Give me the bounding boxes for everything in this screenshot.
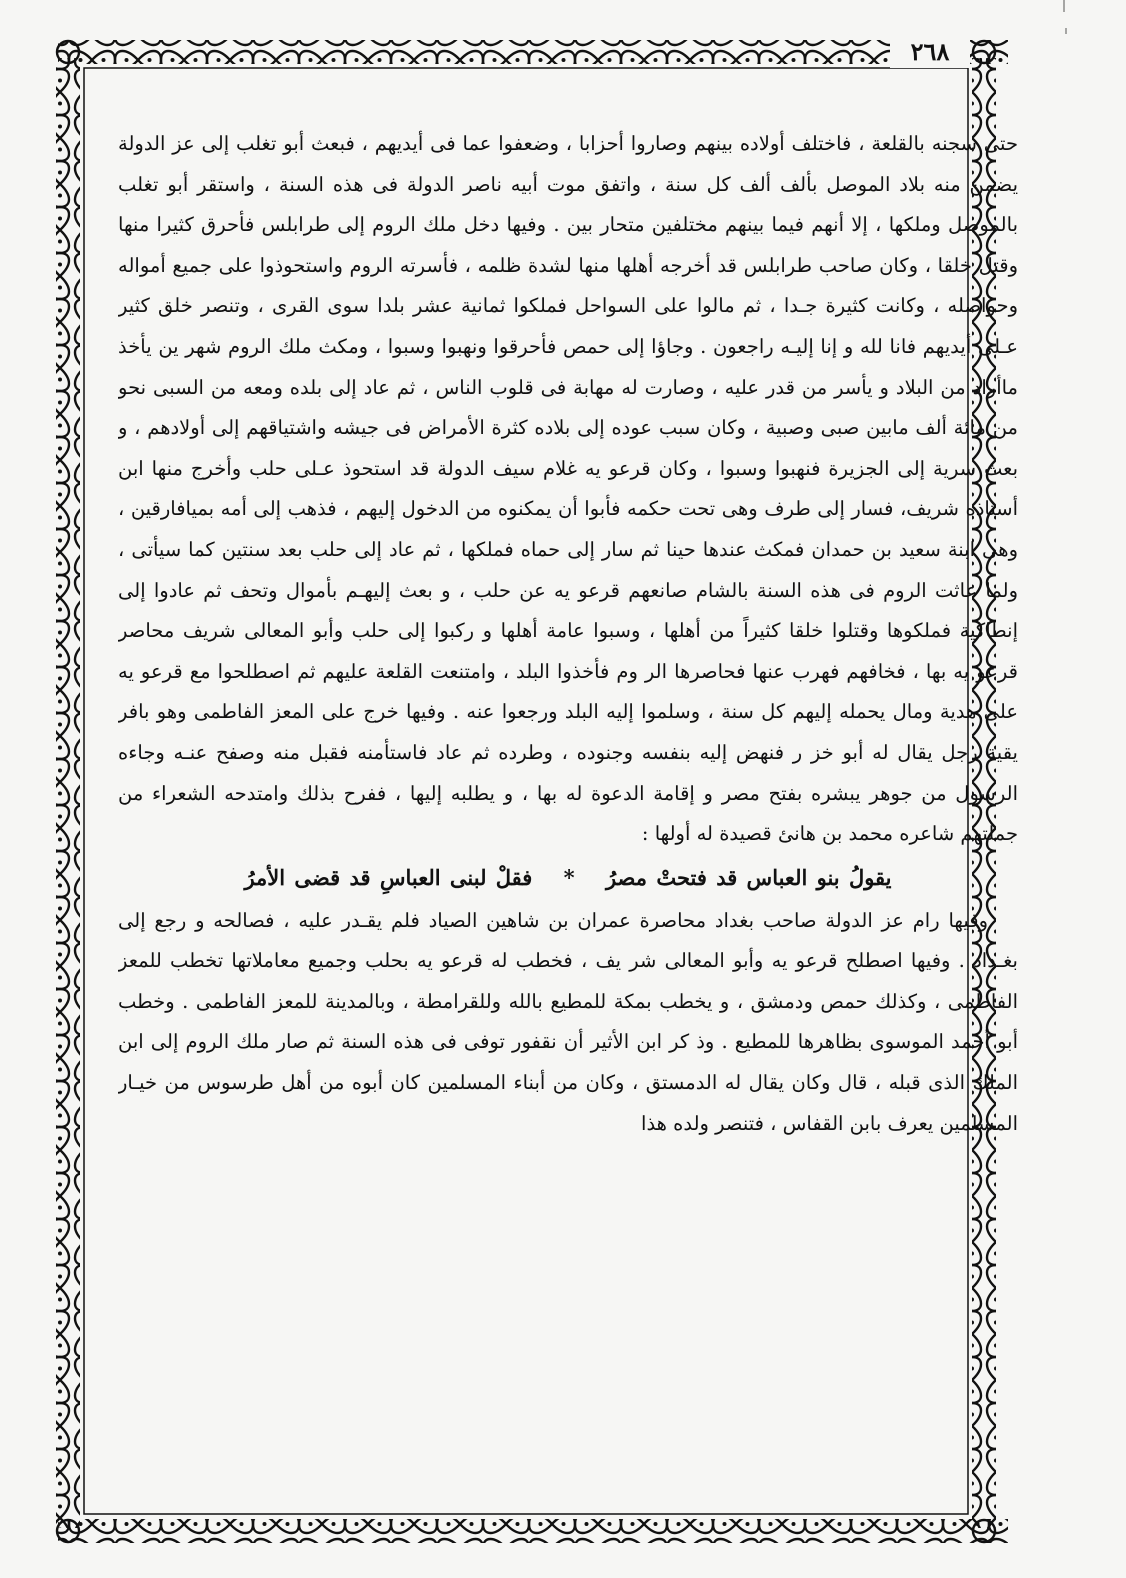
poem-second-hemistich: فقلْ لبنى العباسِ قد قضى الأمرُ [244, 864, 533, 890]
page-number: ٢٦٨ [890, 36, 970, 68]
border-bottom [58, 1519, 1008, 1543]
poem-first-hemistich: يقولُ بنو العباس قد فتحتْ مصرُ [605, 864, 892, 890]
body-paragraph-2: وفيها رام عز الدولة صاحب بغداد محاصرة عمران بن شاهين الصياد فلم يقـدر عليه ، فصالحه و رجع إلى بغـداد . وفيها اصطلح قرعو يه وأبو المعالى شر يف ، فخطب له قرعو يه بحلب وجميع معاملاتها تخطب للمعز الفاطمى ، وكذلك حمص ودمشق ، و يخطب بمكة للمطيع بالله وللقرامطة ، وبالمدينة للمعز الفاطمى . وخطب أبو أحمد الموسوى بظاهرها للمطيع . وذ كر ابن الأثير أن نقفور توفى فى هذه السنة ثم صار ملك الروم إلى ابن الملك الذى قبله ، قال وكان يقال له الدمستق ، وكان من أبناء المسلمين كان أبوه من أهل طرسوس من خيـار المسلمين يعرف بابن القفاس ، فتنصر ولده هذا [118, 908, 1018, 1135]
page-body [118, 124, 1018, 1514]
border-left [56, 58, 80, 1528]
margin-specks [1064, 0, 1066, 34]
border-top [58, 40, 1008, 64]
body-paragraph-1: حتى سجنه بالقلعة ، فاختلف أولاده بينهم وصاروا أحزابا ، وضعفوا عما فى أيديهم ، فبعث أبو تغلب إلى عز الدولة يضمن منه بلاد الموصل بألف ألف كل سنة ، واتفق موت أبيه ناصر الدولة فى هذه السنة ، واستقر أبو تغلب بالموصل وملكها ، إلا أنهم فيما بينهم مختلفين متحار بين . وفيها دخل ملك الروم إلى طرابلس فأحرق كثيرا منها وقتل خلقا ، وكان صاحب طرابلس قد أخرجه أهلها منها لشدة ظلمه ، فأسرته الروم واستحوذوا على جميع أمواله وحواصله ، وكانت كثيرة جـدا ، ثم مالوا على السواحل فملكوا ثمانية عشر بلدا سوى القرى ، وتنصر خلق كثير عـلى أيديهم فانا لله و إنا إليـه راجعون . وجاؤا إلى حمص فأحرقوا ونهبوا وسبوا ، ومكث ملك الروم شهر ين يأخذ ماأراد من البلاد و يأسر من قدر عليه ، وصارت له مهابة فى قلوب الناس ، ثم عاد إلى بلده ومعه من السبى نحو من مائة ألف مابين صبى وصبية ، وكان سبب عوده إلى بلاده كثرة الأمراض فى جيشه واشتياقهم إلى أولادهم ، و بعث سرية إلى الجزيرة فنهبوا وسبوا ، وكان قرعو يه غلام سيف الدولة قد استحوذ عـلى حلب وأخرج منها ابن أستاذه شريف، فسار إلى طرف وهى تحت حكمه فأبوا أن يمكنوه من الدخول إليهم ، فذهب إلى أمه بميافارقين ، وهى ابنة سعيد بن حمدان فمكث عندها حينا ثم سار إلى حماه فملكها ، ثم عاد إلى حلب بعد سنتين كما سيأتى ، ولما عاثت الروم فى هذه السنة بالشام صانعهم قرعو يه عن حلب ، و بعث إليهـم بأموال وتحف ثم عادوا إلى إنطاكية فملكوها وقتلوا خلقا كثيراً من أهلها ، وسبوا عامة أهلها و ركبوا إلى حلب وأبو المعالى شريف محاصر قرعو يه بها ، فخافهم فهرب عنها فحاصرها الر وم فأخذوا البلد ، وامتنعت القلعة عليهم ثم اصطلحوا مع قرعو يه على هدية ومال يحمله إليهم كل سنة ، وسلموا إليه البلد ورجعوا عنه . وفيها خرج على المعز الفاطمى وهو بافر يقية رجل يقال له أبو خز ر فنهض إليه بنفسه وجنوده ، وطرده ثم عاد فاستأمنه فقبل منه وصفح عنـه وجاءه الرسول من جوهر يبشره بفتح مصر و إقامة الدعوة له بها ، و يطلبه إليها ، ففرح بذلك وامتدحه الشعراء من جملتهم شاعره محمد بن هانئ قصيدة له أولها : [118, 132, 1018, 846]
poem-separator: * [563, 864, 575, 890]
poem-verse [118, 855, 1018, 901]
